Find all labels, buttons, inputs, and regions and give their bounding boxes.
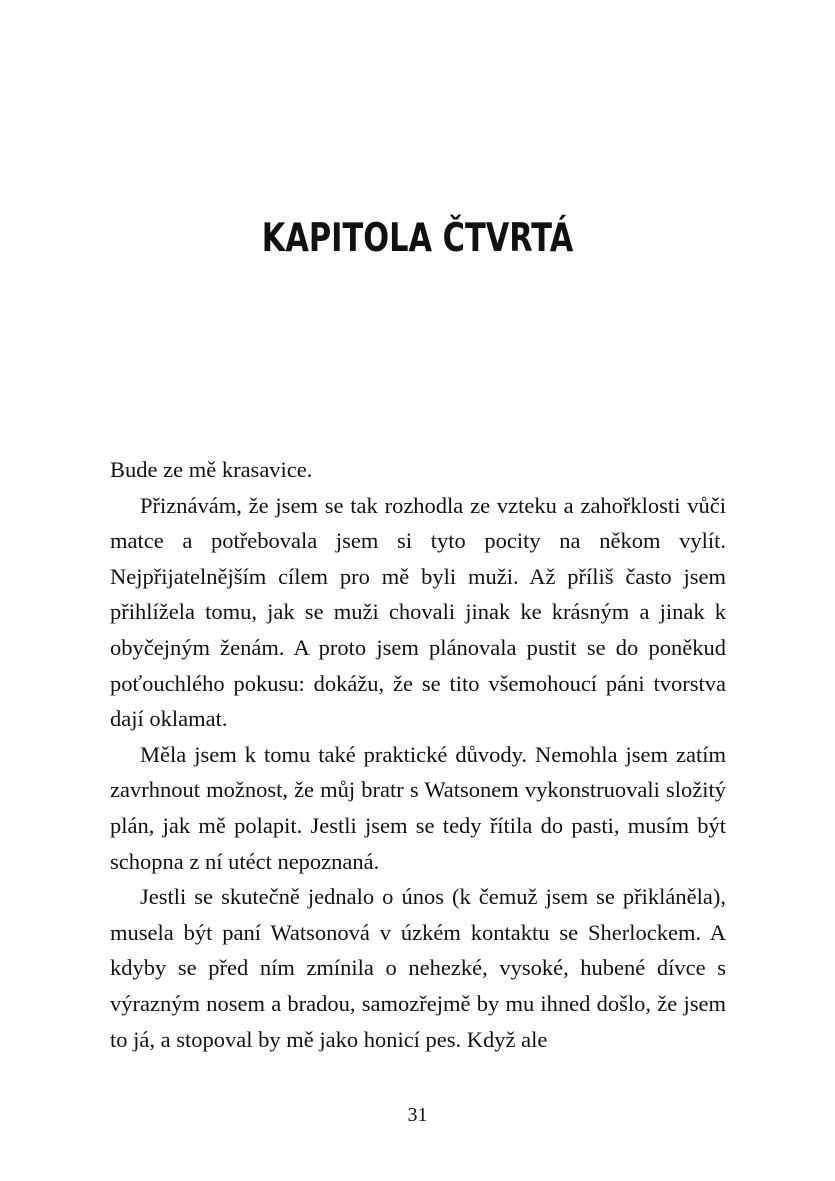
- body-text: [110, 452, 726, 1057]
- paragraph-3: Měla jsem k tomu také praktické důvody. Nemohla jsem zatím zavrhnout možnost, že můj bratr s Watsonem vykonstruovali složitý plán, jak mě polapit. Jestli jsem se tedy řítila do pasti, musím být schopna z ní utéct nepoznaná.: [110, 741, 726, 874]
- paragraph-2: Přiznávám, že jsem se tak rozhodla ze vzteku a zahořklosti vůči matce a potřebovala jsem si tyto pocity na někom vylít. Nejpřijatelnějším cílem pro mě byli muži. Až příliš často jsem přihlížela tomu, jak se muži chovali jinak ke krásným a jinak k obyčejným ženám. A proto jsem plánovala pustit se do poněkud poťouchlého pokusu: dokážu, že se tito všemohoucí páni tvorstva dají oklamat.: [110, 492, 726, 732]
- paragraph-1: Bude ze mě krasavice.: [110, 457, 313, 482]
- paragraph-4: Jestli se skutečně jednalo o únos (k čemuž jsem se přikláněla), musela být paní Watsonová v úzkém kontaktu se Sherlockem. A kdyby se před ním zmínila o nehezké, vysoké, hubené dívce s výrazným nosem a bradou, samozřejmě by mu ihned došlo, že jsem to já, a stopoval by mě jako honicí pes. Když ale: [110, 884, 726, 1052]
- chapter-title: KAPITOLA ČTVRTÁ: [261, 216, 574, 261]
- page-number: 31: [407, 1104, 428, 1126]
